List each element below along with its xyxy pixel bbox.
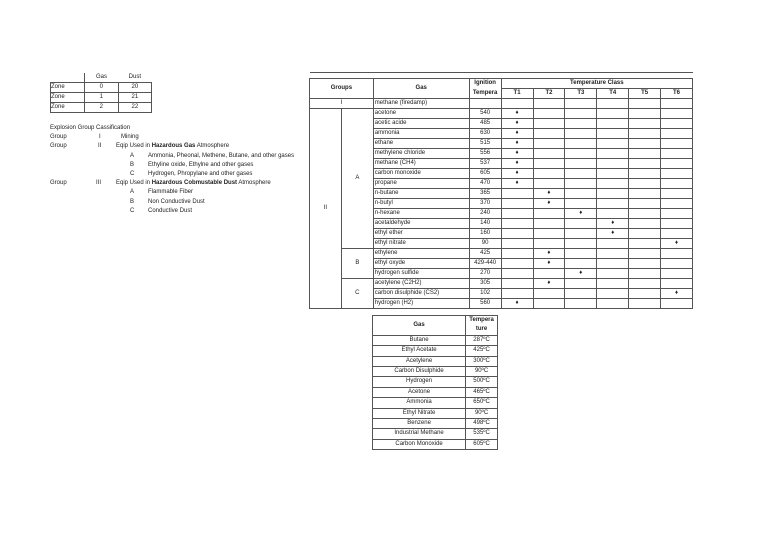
- ignition-temperature: 160: [469, 229, 501, 239]
- class-marker: ♦: [501, 119, 533, 129]
- gas-name: ethyl ether: [373, 229, 469, 239]
- class-cell: [661, 259, 693, 269]
- class-cell: [629, 269, 661, 279]
- gas-name: methane (firedamp): [373, 99, 469, 109]
- class-cell: [597, 239, 629, 249]
- subgroup-text: Non Conductive Dust: [148, 198, 205, 205]
- gas-name: Acetone: [373, 387, 466, 397]
- explosion-group-classification: [50, 124, 320, 216]
- class-marker: ♦: [565, 209, 597, 219]
- subgroup-cell: A: [341, 109, 373, 249]
- class-cell: [533, 119, 565, 129]
- class-cell: [533, 239, 565, 249]
- ignition-temperature: 537: [469, 159, 501, 169]
- ignition-temperature: 365: [469, 189, 501, 199]
- class-cell: [565, 159, 597, 169]
- class-cell: [661, 99, 693, 109]
- ignition-temperature: 560: [469, 299, 501, 309]
- class-cell: [533, 139, 565, 149]
- subgroup-line: [50, 207, 320, 216]
- header-class-t4: T4: [597, 89, 629, 99]
- group-label: Group: [50, 180, 67, 187]
- subgroup-cell: B: [341, 249, 373, 279]
- header-temperature-2: ture: [466, 325, 498, 335]
- gas-table-header-row: [310, 79, 693, 89]
- gas-name: Ammonia: [373, 398, 466, 408]
- temp-row: [373, 367, 498, 377]
- zone-header-dust: Dust: [128, 74, 141, 80]
- class-marker: ♦: [533, 279, 565, 289]
- class-cell: [597, 249, 629, 259]
- gas-name: Butane: [373, 335, 466, 345]
- class-cell: [597, 299, 629, 309]
- gas-name: ammonia: [373, 129, 469, 139]
- class-cell: [533, 169, 565, 179]
- class-cell: [629, 119, 661, 129]
- gas-name: Hydrogen: [373, 377, 466, 387]
- class-cell: [629, 219, 661, 229]
- gas-name: Ethyl Acetate: [373, 346, 466, 356]
- temp-row: [373, 346, 498, 356]
- group-number: III: [96, 180, 102, 187]
- class-marker: ♦: [533, 189, 565, 199]
- class-cell: [629, 139, 661, 149]
- class-cell: [661, 129, 693, 139]
- class-cell: [565, 139, 597, 149]
- class-cell: [597, 259, 629, 269]
- temp-row: [373, 377, 498, 387]
- class-cell: [565, 179, 597, 189]
- header-class-t5: T5: [629, 89, 661, 99]
- zone-dust: 21: [118, 93, 151, 103]
- class-cell: [661, 299, 693, 309]
- gas-name: ethane: [373, 139, 469, 149]
- class-marker: ♦: [597, 229, 629, 239]
- class-cell: [629, 249, 661, 259]
- temperature-value: 425ºC: [466, 346, 498, 356]
- desc-prefix: Eqip Used in: [116, 180, 152, 187]
- class-cell: [597, 189, 629, 199]
- class-cell: [629, 149, 661, 159]
- gas-name: Acetylene: [373, 356, 466, 366]
- class-cell: [629, 289, 661, 299]
- class-cell: [597, 169, 629, 179]
- gas-name: ethyl nitrate: [373, 239, 469, 249]
- class-cell: [501, 259, 533, 269]
- zone-dust: 20: [118, 83, 151, 93]
- class-marker: ♦: [661, 289, 693, 299]
- temp-row: [373, 419, 498, 429]
- gas-name: carbon monoxide: [373, 169, 469, 179]
- class-cell: [501, 199, 533, 209]
- class-cell: [533, 179, 565, 189]
- subgroup-key: B: [130, 161, 135, 168]
- ignition-temperature: 515: [469, 139, 501, 149]
- class-marker: ♦: [501, 109, 533, 119]
- zone-row: [51, 83, 152, 93]
- class-cell: [565, 189, 597, 199]
- class-cell: [597, 199, 629, 209]
- subgroup-line: [50, 170, 320, 179]
- ignition-temperature: 270: [469, 269, 501, 279]
- class-cell: [597, 139, 629, 149]
- ignition-temperature: 630: [469, 129, 501, 139]
- class-cell: [533, 299, 565, 309]
- temperature-value: 535ºC: [466, 429, 498, 439]
- class-cell: [565, 219, 597, 229]
- desc-bold: Hazardous Gas: [151, 143, 196, 150]
- temperature-value: 500ºC: [466, 377, 498, 387]
- class-cell: [597, 269, 629, 279]
- class-marker: ♦: [501, 179, 533, 189]
- temp-row: [373, 439, 498, 449]
- ignition-temperature: 485: [469, 119, 501, 129]
- class-cell: [661, 279, 693, 289]
- gas-name: methylene chloride: [373, 149, 469, 159]
- group-number: II: [98, 143, 102, 150]
- gas-name: acetone: [373, 109, 469, 119]
- class-cell: [565, 229, 597, 239]
- class-cell: [597, 289, 629, 299]
- gas-name: hydrogen sulfide: [373, 269, 469, 279]
- temp-row: [373, 408, 498, 418]
- gas-name: n-hexane: [373, 209, 469, 219]
- subgroup-line: [50, 152, 320, 161]
- temp-header-row: [373, 316, 498, 326]
- header-ignition: Ignition: [469, 79, 501, 89]
- zone-label: Zone: [51, 83, 85, 93]
- class-cell: [629, 229, 661, 239]
- ignition-temperature: 605: [469, 169, 501, 179]
- subgroup-cell: C: [341, 279, 373, 309]
- temp-row: [373, 429, 498, 439]
- class-cell: [597, 149, 629, 159]
- class-cell: [501, 249, 533, 259]
- explosion-title-line: [50, 124, 320, 133]
- class-cell: [501, 189, 533, 199]
- gas-row-group-i: [310, 99, 693, 109]
- subgroup-text: Flammable Fiber: [148, 189, 194, 196]
- class-cell: [533, 229, 565, 239]
- class-cell: [597, 119, 629, 129]
- desc-suffix: Atmosphere: [237, 180, 271, 187]
- class-cell: [597, 209, 629, 219]
- gas-name: n-butyl: [373, 199, 469, 209]
- class-cell: [661, 169, 693, 179]
- class-cell: [629, 209, 661, 219]
- gas-name: methane (CH4): [373, 159, 469, 169]
- class-cell: [661, 269, 693, 279]
- subgroup-text: Ammonia, Pheonal, Methene, Butane, and other gases: [148, 152, 295, 159]
- group-description: Mining: [121, 134, 139, 141]
- class-cell: [629, 299, 661, 309]
- header-gas: Gas: [373, 79, 469, 99]
- temperature-value: 300ºC: [466, 356, 498, 366]
- class-cell: [565, 169, 597, 179]
- group-label: Group: [50, 134, 67, 141]
- ignition-temperature: 425: [469, 249, 501, 259]
- temperature-value: 90ºC: [466, 408, 498, 418]
- explosion-title: Explosion Group Cassification: [50, 125, 131, 131]
- class-cell: [533, 269, 565, 279]
- subgroup-text: Ethyline oxide, Ethylne and other gases: [148, 161, 254, 168]
- gas-name: acetylene (C2H2): [373, 279, 469, 289]
- temperature-value: 465ºC: [466, 387, 498, 397]
- class-cell: [629, 99, 661, 109]
- desc-prefix: Eqip Used in: [116, 143, 152, 150]
- ignition-temperature: 540: [469, 109, 501, 119]
- class-marker: ♦: [501, 159, 533, 169]
- class-cell: [501, 219, 533, 229]
- class-cell: [565, 109, 597, 119]
- subgroup-line: [50, 188, 320, 197]
- class-cell: [533, 109, 565, 119]
- temp-row: [373, 387, 498, 397]
- header-class-t3: T3: [565, 89, 597, 99]
- class-cell: [533, 209, 565, 219]
- temperature-value: 650ºC: [466, 398, 498, 408]
- zone-label: Zone: [51, 103, 85, 113]
- temperature-value: 498ºC: [466, 419, 498, 429]
- gas-name: ethyl oxyde: [373, 259, 469, 269]
- class-cell: [629, 199, 661, 209]
- gas-name: acetaldehyde: [373, 219, 469, 229]
- class-cell: [501, 269, 533, 279]
- gas-name: Industrial Methane: [373, 429, 466, 439]
- class-cell: [661, 219, 693, 229]
- header-class-t6: T6: [661, 89, 693, 99]
- class-cell: [501, 229, 533, 239]
- temp-row: [373, 398, 498, 408]
- ignition-temperature: 370: [469, 199, 501, 209]
- gas-temperature-table: [372, 315, 498, 450]
- class-cell: [501, 289, 533, 299]
- class-cell: [565, 99, 597, 109]
- class-marker: ♦: [533, 249, 565, 259]
- temperature-value: 287ºC: [466, 335, 498, 345]
- zone-label: Zone: [51, 93, 85, 103]
- group-description: [116, 179, 271, 188]
- group-ii-line: [50, 142, 320, 151]
- gas-name: carbon disulphide (CS2): [373, 289, 469, 299]
- class-cell: [661, 209, 693, 219]
- class-marker: ♦: [533, 259, 565, 269]
- header-ignition-2: Tempera: [469, 89, 501, 99]
- class-cell: [565, 199, 597, 209]
- gas-name: n-butane: [373, 189, 469, 199]
- class-cell: [565, 119, 597, 129]
- zone-gas: 0: [84, 83, 118, 93]
- class-cell: [661, 199, 693, 209]
- group-i-line: [50, 133, 320, 142]
- class-cell: [533, 159, 565, 169]
- subgroup-key: C: [130, 207, 135, 214]
- zone-row: [51, 93, 152, 103]
- class-cell: [661, 229, 693, 239]
- class-cell: [629, 159, 661, 169]
- class-cell: [661, 139, 693, 149]
- class-cell: [661, 249, 693, 259]
- class-cell: [629, 279, 661, 289]
- group-i-cell: I: [310, 99, 374, 109]
- group-number: I: [99, 134, 101, 141]
- class-cell: [661, 159, 693, 169]
- gas-row: [310, 279, 693, 289]
- class-cell: [629, 239, 661, 249]
- temp-row: [373, 356, 498, 366]
- class-cell: [661, 109, 693, 119]
- class-cell: [629, 169, 661, 179]
- ignition-temperature: 429-440: [469, 259, 501, 269]
- header-class-t1: T1: [501, 89, 533, 99]
- desc-suffix: Atmosphere: [195, 143, 230, 150]
- class-cell: [501, 99, 533, 109]
- class-cell: [533, 99, 565, 109]
- header-temperature: Tempera: [466, 316, 498, 326]
- class-cell: [629, 189, 661, 199]
- class-marker: ♦: [501, 129, 533, 139]
- temperature-value: 605ºC: [466, 439, 498, 449]
- class-cell: [501, 239, 533, 249]
- class-cell: [597, 99, 629, 109]
- gas-name: hydrogen (H2): [373, 299, 469, 309]
- zone-gas: 1: [84, 93, 118, 103]
- gas-name: propane: [373, 179, 469, 189]
- gas-name: Benzene: [373, 419, 466, 429]
- class-marker: ♦: [565, 269, 597, 279]
- ignition-temperature: 90: [469, 239, 501, 249]
- header-temperature-class: Temperature Class: [501, 79, 692, 89]
- ignition-cell: [469, 99, 501, 109]
- ignition-temperature: 240: [469, 209, 501, 219]
- subgroup-key: C: [130, 170, 135, 177]
- class-cell: [597, 159, 629, 169]
- gas-name: Ethyl Nitrate: [373, 408, 466, 418]
- class-cell: [597, 179, 629, 189]
- subgroup-key: A: [130, 189, 135, 196]
- class-cell: [533, 219, 565, 229]
- gas-row: [310, 249, 693, 259]
- gas-name: Carbon Monoxide: [373, 439, 466, 449]
- class-marker: ♦: [501, 169, 533, 179]
- class-marker: ♦: [501, 299, 533, 309]
- gas-name: acetic acide: [373, 119, 469, 129]
- class-cell: [629, 109, 661, 119]
- class-cell: [565, 289, 597, 299]
- temperature-value: 90ºC: [466, 367, 498, 377]
- class-cell: [629, 179, 661, 189]
- group-ii-cell: II: [310, 109, 342, 309]
- zone-header-gas: Gas: [96, 74, 108, 80]
- class-cell: [629, 129, 661, 139]
- zone-dust: 22: [118, 103, 151, 113]
- desc-bold: Hazardous Cobmustable Dust: [151, 180, 238, 187]
- subgroup-key: B: [130, 198, 135, 205]
- header-groups: Groups: [310, 79, 374, 99]
- zone-table-header: [51, 73, 152, 83]
- header-gas: Gas: [373, 316, 466, 336]
- class-cell: [597, 279, 629, 289]
- class-cell: [597, 109, 629, 119]
- subgroup-key: A: [130, 152, 135, 159]
- group-iii-line: [50, 179, 320, 188]
- class-cell: [565, 129, 597, 139]
- zone-gas: 2: [84, 103, 118, 113]
- gas-name: ethylene: [373, 249, 469, 259]
- class-cell: [533, 129, 565, 139]
- class-marker: ♦: [597, 219, 629, 229]
- header-class-t2: T2: [533, 89, 565, 99]
- ignition-temperature: 556: [469, 149, 501, 159]
- zone-header-blank: [51, 73, 85, 83]
- ignition-temperature: 140: [469, 219, 501, 229]
- ignition-temperature: 102: [469, 289, 501, 299]
- subgroup-text: Conductive Dust: [148, 207, 193, 214]
- class-cell: [565, 149, 597, 159]
- class-cell: [501, 209, 533, 219]
- zone-table: [50, 73, 152, 113]
- class-marker: ♦: [661, 239, 693, 249]
- zone-row: [51, 103, 152, 113]
- class-cell: [501, 279, 533, 289]
- class-cell: [533, 149, 565, 159]
- gas-row: [310, 109, 693, 119]
- ignition-temperature: 305: [469, 279, 501, 289]
- class-cell: [565, 249, 597, 259]
- class-cell: [661, 119, 693, 129]
- class-cell: [661, 149, 693, 159]
- subgroup-line: [50, 198, 320, 207]
- group-description: [116, 142, 229, 151]
- class-cell: [661, 179, 693, 189]
- gas-name: Carbon Disulphide: [373, 367, 466, 377]
- class-marker: ♦: [533, 199, 565, 209]
- class-marker: ♦: [501, 139, 533, 149]
- temp-row: [373, 335, 498, 345]
- class-cell: [597, 129, 629, 139]
- class-marker: ♦: [501, 149, 533, 159]
- gas-classification-table: [309, 72, 693, 309]
- class-cell: [565, 239, 597, 249]
- class-cell: [565, 259, 597, 269]
- subgroup-line: [50, 161, 320, 170]
- class-cell: [629, 259, 661, 269]
- class-cell: [533, 289, 565, 299]
- class-cell: [565, 279, 597, 289]
- ignition-temperature: 470: [469, 179, 501, 189]
- class-cell: [661, 189, 693, 199]
- group-label: Group: [50, 143, 67, 150]
- class-cell: [565, 299, 597, 309]
- subgroup-text: Hydrogen, Phropylane and other gases: [148, 170, 253, 177]
